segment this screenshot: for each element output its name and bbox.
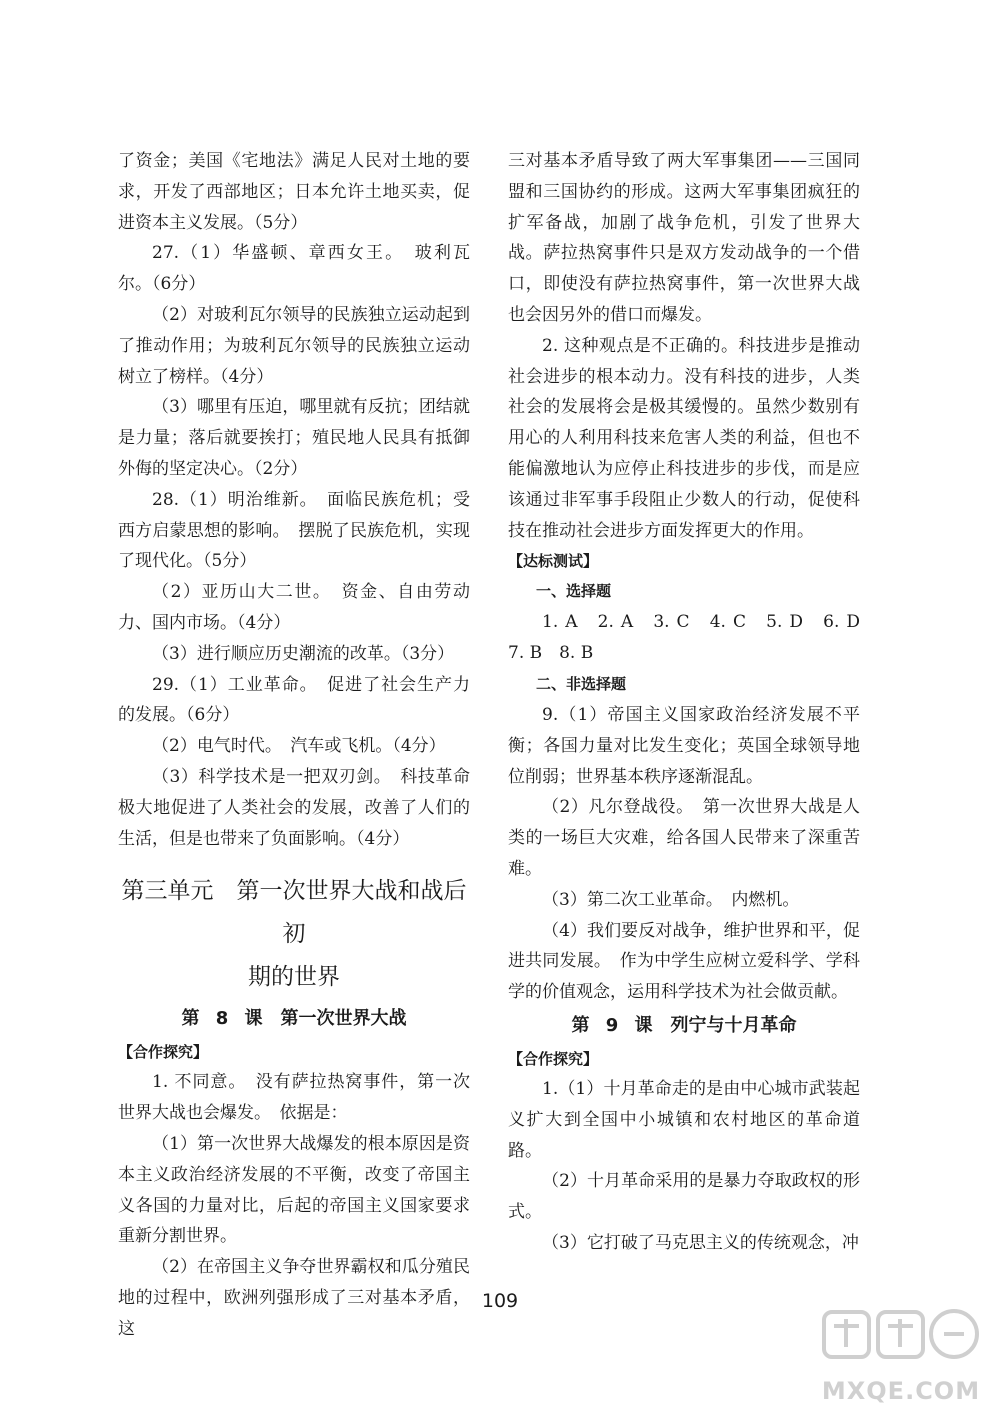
answer-29-2: （2）电气时代。 汽车或飞机。（4分） [152,736,446,757]
answer-29-1: 29.（1）工业革命。 促进了社会生产力的发展。（6分） [118,674,470,726]
watermark-text: MXQE.COM [821,1377,981,1405]
answer-27-3: （3）哪里有压迫，哪里就有反抗；团结就是力量；落后就要挨打；殖民地人民具有抵御外侮的坚定决心。（2分） [118,397,470,479]
lesson-8-title: 第 8 课 第一次世界大战 [181,1008,407,1030]
right-column [508,146,877,1259]
subheading-non-choice: 二、非选择题 [536,674,627,693]
section-heading-cooperate: 【合作探究】 [508,1049,599,1068]
answer-9-3: （3）第二次工业革命。 内燃机。 [542,889,800,910]
unit-title [118,870,470,999]
lesson9-answer-1-1: 1.（1）十月革命走的是由中心城市武装起义扩大到全国中小城镇和农村地区的革命道路。 [508,1078,860,1161]
unit-title-line1: 第三单元 第一次世界大战和战后初 [121,878,467,948]
page-number: 109 [481,1290,519,1312]
subheading-choice: 一、选择题 [536,582,612,601]
answer-27-2: （2）对玻利瓦尔领导的民族独立运动起到了推动作用；为玻利瓦尔领导的民族独立运动树立了榜样。（4分） [118,304,470,387]
lesson8-answer-1: 1. 不同意。 没有萨拉热窝事件，第一次世界大战也会爆发。 依据是： [118,1072,470,1124]
watermark [816,1304,986,1409]
left-column [118,146,470,1345]
lesson8-answer-1-1: （1）第一次世界大战爆发的根本原因是资本主义政治经济发展的不平衡，改变了帝国主义各国的力量对比，后起的帝国主义国家要求重新分割世界。 [118,1133,470,1247]
section-heading-test: 【达标测试】 [508,552,599,571]
lesson8-answer-2: 2. 这种观点是不正确的。科技进步是推动社会进步的根本动力。没有科技的进步，人类社会的发展将会是极其缓慢的。虽然少数别有用心的人利用科技来危害人类的利益，但也不能偏激地认为应停止科技进步的步伐，而是应该通过非军事手段阻止少数人的行动，促使科技在推动社会进步方面发挥更大的作用。 [508,335,860,541]
answer-9-1: 9.（1）帝国主义国家政治经济发展不平衡；各国力量对比发生变化；英国全球领导地位削弱；世界基本秩序逐渐混乱。 [508,704,860,787]
answer-28-1: 28.（1）明治维新。 面临民族危机；受西方启蒙思想的影响。 摆脱了民族危机，实现了现代化。（5分） [118,489,470,572]
lesson-9-title: 第 9 课 列宁与十月革命 [571,1014,797,1036]
answer-9-2: （2）凡尔登战役。 第一次世界大战是人类的一场巨大灾难，给各国人民带来了深重苦难。 [508,797,860,879]
section-heading-cooperate: 【合作探究】 [118,1043,209,1062]
lesson8-answer-1-2: （2）在帝国主义争夺世界霸权和瓜分殖民地的过程中，欧洲列强形成了三对基本矛盾，这 [118,1257,470,1339]
paragraph: 了资金；美国《宅地法》满足人民对土地的要求，开发了西部地区；日本允许土地买卖，促进资本主义发展。（5分） [118,151,470,233]
paragraph: 三对基本矛盾导致了两大军事集团——三国同盟和三国协约的形成。这两大军事集团疯狂的扩军备战，加剧了战争危机，引发了世界大战。萨拉热窝事件只是双方发动战争的一个借口，即使没有萨拉热窝事件，第一次世界大战也会因另外的借口而爆发。 [508,151,860,325]
answer-27-1: 27.（1）华盛顿、章西女王。 玻利瓦尔。（6分） [118,243,470,295]
answer-28-3: （3）进行顺应历史潮流的改革。（3分） [152,643,455,664]
answer-9-4: （4）我们要反对战争，维护世界和平，促进共同发展。 作为中学生应树立爱科学、学科学的价值观念，运用科学技术为社会做贡献。 [508,920,860,1003]
lesson9-answer-1-3: （3）它打破了马克思主义的传统观念，冲 [542,1232,859,1253]
lesson9-answer-1-2: （2）十月革命采用的是暴力夺取政权的形式。 [508,1171,860,1223]
choice-answers: 1. A 2. A 3. C 4. C 5. D 6. D 7. B 8. B [508,612,877,664]
unit-title-line2: 期的世界 [248,964,340,991]
answer-29-3: （3）科学技术是一把双刃剑。 科技革命极大地促进了人类社会的发展，改善了人们的生活，但是也带来了负面影响。（4分） [118,766,470,849]
answer-28-2: （2）亚历山大二世。 资金、自由劳动力、国内市场。（4分） [118,582,470,633]
watermark-logo-icon [816,1304,986,1384]
